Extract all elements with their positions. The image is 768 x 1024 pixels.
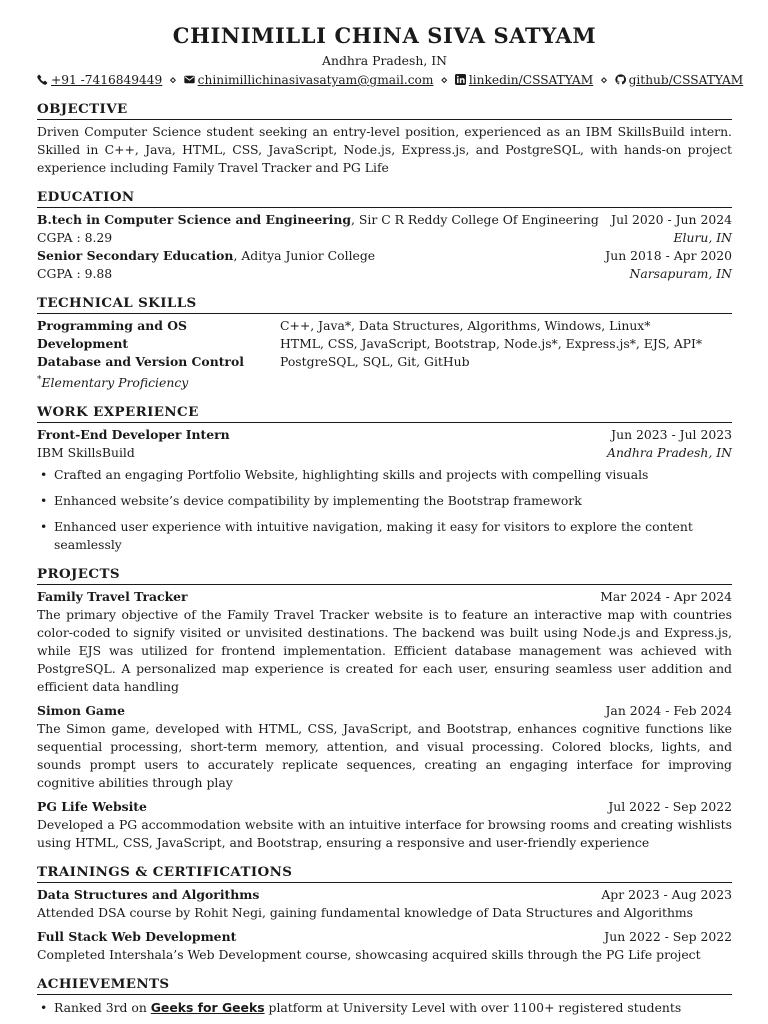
education-place: Eluru, IN bbox=[673, 230, 732, 245]
project-entry bbox=[37, 588, 732, 696]
skills-table bbox=[37, 317, 732, 371]
projects-section bbox=[37, 566, 732, 852]
degree: B.tech in Computer Science and Engineering bbox=[37, 212, 352, 227]
project-description: Developed a PG accommodation website with an intuitive interface for browsing rooms and creating wishlists using HTML, CSS, JavaScript, and Bootstrap, ensuring a responsive and user-friendly experience bbox=[37, 817, 732, 851]
project-entry bbox=[37, 798, 732, 852]
skills-footnote bbox=[37, 371, 732, 392]
skill-items: PostgreSQL, SQL, Git, GitHub bbox=[280, 354, 470, 369]
section-title: EDUCATION bbox=[37, 189, 732, 208]
section-title: TECHNICAL SKILLS bbox=[37, 295, 732, 314]
section-title: ACHIEVEMENTS bbox=[37, 976, 732, 995]
institution: , Aditya Junior College bbox=[233, 248, 376, 263]
job-role: Front-End Developer Intern bbox=[37, 427, 230, 443]
education-place: Narsapuram, IN bbox=[629, 266, 732, 281]
trainings-section bbox=[37, 864, 732, 964]
achievement-prefix: Ranked 3rd on bbox=[54, 1000, 151, 1016]
linkedin-link[interactable]: linkedin/CSSATYAM bbox=[468, 73, 594, 87]
training-name: Data Structures and Algorithms bbox=[37, 887, 260, 903]
institution: , Sir C R Reddy College Of Engineering bbox=[351, 212, 599, 227]
job-dates: Jun 2023 - Jul 2023 bbox=[611, 427, 732, 443]
education-entry bbox=[37, 211, 732, 247]
contact-separator: ⋄ bbox=[440, 73, 448, 87]
cgpa: CGPA : 9.88 bbox=[37, 266, 113, 281]
degree: Senior Secondary Education bbox=[37, 248, 234, 263]
list-item: • Enhanced user experience with intuitive navigation, making it easy for visitors to explore the content seamlessly bbox=[54, 518, 732, 554]
training-dates: Jun 2022 - Sep 2022 bbox=[604, 929, 732, 945]
envelope-icon bbox=[184, 74, 195, 85]
company: IBM SkillsBuild bbox=[37, 445, 135, 461]
section-title: PROJECTS bbox=[37, 566, 732, 585]
list-item: • Enhanced website’s device compatibility by implementing the Bootstrap framework bbox=[54, 492, 732, 510]
project-name: Simon Game bbox=[37, 703, 125, 719]
project-description: The primary objective of the Family Travel Tracker website is to feature an interactive map with countries color-coded to signify visited or unvisited destinations. The backend was built using Node.js and Express.js, while EJS was utilized for frontend implementation. Efficient database management was achieved with PostgreSQL. A personalized map experience is created for each user, ensuring seamless user addition and efficient data handling bbox=[37, 607, 732, 695]
achievements-section bbox=[37, 976, 732, 1017]
candidate-name: CHINIMILLI CHINA SIVA SATYAM bbox=[172, 23, 597, 48]
list-item: • Crafted an engaging Portfolio Website, highlighting skills and projects with compelling visuals bbox=[54, 466, 732, 484]
job-place: Andhra Pradesh, IN bbox=[607, 445, 732, 461]
candidate-location: Andhra Pradesh, IN bbox=[322, 53, 447, 68]
contact-line bbox=[37, 71, 744, 89]
geeks-for-geeks-link[interactable]: Geeks for Geeks bbox=[150, 1000, 265, 1016]
resume-page bbox=[37, 0, 744, 1017]
achievement-suffix: platform at University Level with over 1100+ registered students bbox=[264, 1000, 682, 1016]
skills-section bbox=[37, 295, 732, 392]
footnote-text: Elementary Proficiency bbox=[41, 375, 189, 391]
skill-category: Programming and OS bbox=[37, 318, 188, 333]
contact-separator: ⋄ bbox=[600, 73, 608, 87]
education-entry bbox=[37, 247, 732, 283]
education-dates: Jun 2018 - Apr 2020 bbox=[605, 248, 732, 263]
list-item bbox=[54, 999, 732, 1017]
project-dates: Mar 2024 - Apr 2024 bbox=[600, 589, 732, 605]
training-description: Attended DSA course by Rohit Negi, gaining fundamental knowledge of Data Structures and Algorithms bbox=[37, 905, 694, 921]
linkedin-icon bbox=[455, 74, 466, 85]
skill-category: Development bbox=[37, 336, 129, 351]
phone-link[interactable]: +91 -7416849449 bbox=[51, 73, 163, 87]
objective-text: Driven Computer Science student seeking an entry-level position, experienced as an IBM SkillsBuild intern. Skilled in C++, Java, HTML, CSS, JavaScript, Node.js, Express.js, and PostgreSQL, with hands-on project experience including Family Travel Tracker and PG Life bbox=[37, 124, 732, 175]
work-section bbox=[37, 404, 732, 554]
skill-items: HTML, CSS, JavaScript, Bootstrap, Node.js*, Express.js*, EJS, API* bbox=[280, 336, 703, 351]
project-name: PG Life Website bbox=[37, 799, 147, 815]
github-icon bbox=[615, 74, 626, 85]
training-entry bbox=[37, 886, 732, 922]
skill-category: Database and Version Control bbox=[37, 354, 244, 369]
section-title: WORK EXPERIENCE bbox=[37, 404, 732, 423]
contact-separator: ⋄ bbox=[169, 73, 177, 87]
section-title: TRAININGS & CERTIFICATIONS bbox=[37, 864, 732, 883]
project-dates: Jan 2024 - Feb 2024 bbox=[605, 703, 732, 719]
project-description: The Simon game, developed with HTML, CSS, JavaScript, and Bootstrap, enhances cognitive functions like sequential processing, short-term memory, attention, and visual processing. Colored blocks, lights, and sounds prompt users to accurately replicate sequences, creating an engaging interface for improving cognitive abilities through play bbox=[37, 721, 732, 791]
education-section bbox=[37, 189, 732, 283]
github-link[interactable]: github/CSSATYAM bbox=[628, 73, 744, 87]
project-name: Family Travel Tracker bbox=[37, 589, 188, 605]
achievement-bullets bbox=[37, 999, 732, 1017]
cgpa: CGPA : 8.29 bbox=[37, 230, 113, 245]
section-title: OBJECTIVE bbox=[37, 101, 732, 120]
project-dates: Jul 2022 - Sep 2022 bbox=[608, 799, 732, 815]
phone-icon bbox=[37, 74, 48, 85]
education-dates: Jul 2020 - Jun 2024 bbox=[611, 212, 732, 227]
skill-items: C++, Java*, Data Structures, Algorithms, Windows, Linux* bbox=[280, 318, 651, 333]
project-entry bbox=[37, 702, 732, 792]
work-bullets bbox=[37, 466, 732, 554]
training-name: Full Stack Web Development bbox=[37, 929, 237, 945]
email-link[interactable]: chinimillichinasivasatyam@gmail.com bbox=[197, 73, 434, 87]
objective-section bbox=[37, 101, 732, 177]
training-entry bbox=[37, 928, 732, 964]
training-dates: Apr 2023 - Aug 2023 bbox=[601, 887, 732, 903]
footnote-mark: * bbox=[37, 375, 42, 385]
training-description: Completed Intershala’s Web Development course, showcasing acquired skills through the PG Life project bbox=[37, 947, 701, 963]
